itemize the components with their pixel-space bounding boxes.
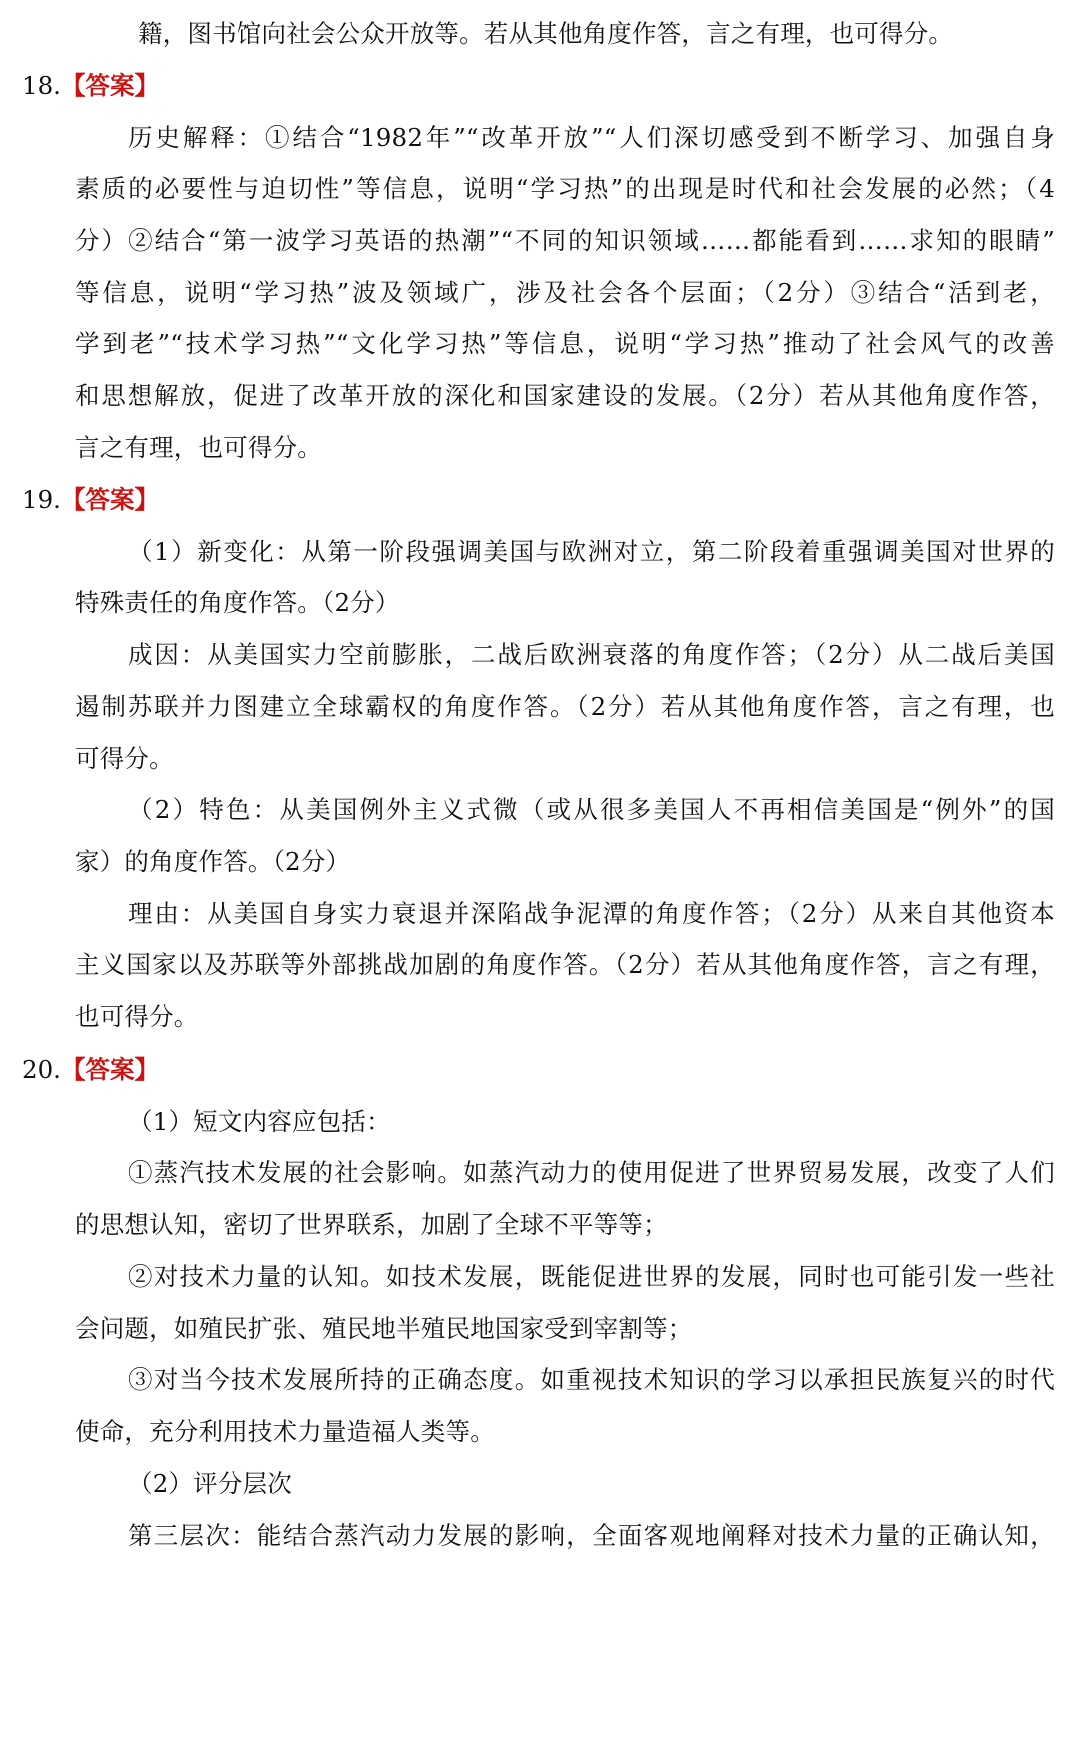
answer-line: 特殊责任的角度作答。（2分） (75, 588, 400, 617)
question-number: 20. (22, 1055, 61, 1084)
answer-line: 历史解释：①结合“1982年”“改革开放”“人们深切感受到不断学习、加强自身 (128, 123, 1055, 152)
answer-tag: 【答案】 (60, 71, 159, 100)
answer-line: 主义国家以及苏联等外部挑战加剧的角度作答。（2分）若从其他角度作答，言之有理， (75, 950, 1055, 979)
answer-line: 学到老”“技术学习热”“文化学习热”等信息，说明“学习热”推动了社会风气的改善 (75, 329, 1055, 358)
question-number: 18. (22, 71, 61, 100)
answer-line: 第三层次：能结合蒸汽动力发展的影响，全面客观地阐释对技术力量的正确认知， (128, 1521, 1055, 1550)
answer-line: ③对当今技术发展所持的正确态度。如重视技术知识的学习以承担民族复兴的时代 (128, 1365, 1055, 1394)
answer-line: 也可得分。 (75, 1002, 199, 1031)
answer-line: ②对技术力量的认知。如技术发展，既能促进世界的发展，同时也可能引发一些社 (128, 1262, 1055, 1291)
answer-line: 言之有理，也可得分。 (75, 433, 322, 462)
answer-line: 素质的必要性与迫切性”等信息，说明“学习热”的出现是时代和社会发展的必然；（4 (75, 174, 1055, 203)
answer-line: ①蒸汽技术发展的社会影响。如蒸汽动力的使用促进了世界贸易发展，改变了人们 (128, 1158, 1055, 1187)
answer-line: （1）短文内容应包括： (128, 1107, 391, 1136)
answer-line: 使命，充分利用技术力量造福人类等。 (75, 1417, 495, 1446)
answer-tag: 【答案】 (60, 1055, 159, 1084)
answer-line: 分）②结合“第一波学习英语的热潮”“不同的知识领域……都能看到……求知的眼睛” (75, 226, 1055, 255)
answer-line: 家）的角度作答。（2分） (75, 847, 351, 876)
answer-heading-19 (22, 482, 159, 518)
continuation-line: 籍，图书馆向社会公众开放等。若从其他角度作答，言之有理，也可得分。 (138, 19, 954, 48)
answer-heading-20 (22, 1052, 159, 1088)
answer-line: 可得分。 (75, 744, 174, 773)
question-number: 19. (22, 485, 61, 514)
answer-line: （1）新变化：从第一阶段强调美国与欧洲对立，第二阶段着重强调美国对世界的 (128, 537, 1055, 566)
answer-line: 会问题，如殖民扩张、殖民地半殖民地国家受到宰割等； (75, 1314, 693, 1343)
answer-line: （2）评分层次 (128, 1469, 292, 1498)
answer-line: 成因：从美国实力空前膨胀，二战后欧洲衰落的角度作答；（2分）从二战后美国 (128, 640, 1055, 669)
answer-line: 理由：从美国自身实力衰退并深陷战争泥潭的角度作答；（2分）从来自其他资本 (128, 899, 1055, 928)
answer-line: 的思想认知，密切了世界联系，加剧了全球不平等等； (75, 1210, 668, 1239)
answer-tag: 【答案】 (60, 485, 159, 514)
answer-line: 等信息，说明“学习热”波及领域广，涉及社会各个层面；（2分）③结合“活到老， (75, 278, 1055, 307)
answer-line: 和思想解放，促进了改革开放的深化和国家建设的发展。（2分）若从其他角度作答， (75, 381, 1055, 410)
answer-line: （2）特色：从美国例外主义式微（或从很多美国人不再相信美国是“例外”的国 (128, 795, 1055, 824)
answer-line: 遏制苏联并力图建立全球霸权的角度作答。（2分）若从其他角度作答，言之有理，也 (75, 692, 1055, 721)
answer-heading-18 (22, 68, 159, 104)
